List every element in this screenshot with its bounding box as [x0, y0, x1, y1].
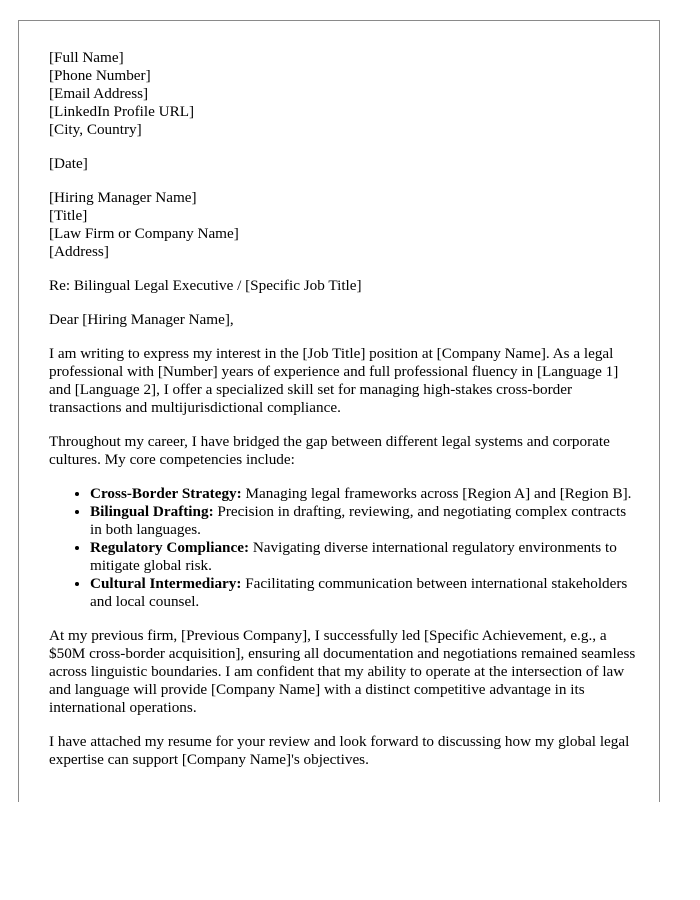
recipient-title: [Title]	[49, 207, 88, 224]
recipient-company: [Law Firm or Company Name]	[49, 225, 239, 242]
sender-block	[49, 49, 639, 139]
sender-linkedin: [LinkedIn Profile URL]	[49, 103, 195, 120]
competency-text: Precision in drafting, reviewing, and negotiating complex contracts in both languages.	[90, 503, 627, 538]
recipient-name: [Hiring Manager Name]	[49, 189, 197, 206]
letter-body	[49, 49, 639, 785]
sender-phone: [Phone Number]	[49, 67, 151, 84]
salutation: Dear [Hiring Manager Name],	[49, 311, 234, 328]
sender-location: [City, Country]	[49, 121, 142, 138]
competency-title: Cultural Intermediary:	[90, 575, 242, 592]
letter-page	[18, 20, 660, 802]
list-item	[90, 485, 639, 503]
subject-line: Re: Bilingual Legal Executive / [Specific Job Title]	[49, 277, 362, 294]
competency-text: Managing legal frameworks across [Region A] and [Region B].	[241, 485, 632, 502]
closing-paragraph: I have attached my resume for your review and look forward to discussing how my global legal expertise can support [Company Name]'s objectives.	[49, 733, 630, 768]
career-paragraph: Throughout my career, I have bridged the gap between different legal systems and corporate cultures. My core competencies include:	[49, 433, 610, 468]
sender-full-name: [Full Name]	[49, 49, 124, 66]
competency-list	[49, 485, 639, 611]
sender-email: [Email Address]	[49, 85, 149, 102]
achievement-paragraph: At my previous firm, [Previous Company], I successfully led [Specific Achievement, e.g., a $50M cross-border acquisition], ensuring all documentation and negotiations remained seamless across linguistic boundaries. I am confident that my ability to operate at the intersection of law and language will provide [Company Name] with a distinct competitive advantage in its international operations.	[49, 627, 636, 716]
competency-text: Navigating diverse international regulatory environments to mitigate global risk.	[90, 539, 617, 574]
intro-paragraph: I am writing to express my interest in the [Job Title] position at [Company Name]. As a legal professional with [Number] years of experience and full professional fluency in [Language 1] and [Language 2], I offer a specialized skill set for managing high-stakes cross-border transactions and multijurisdictional compliance.	[49, 345, 619, 416]
competency-title: Cross-Border Strategy:	[90, 485, 242, 502]
list-item	[90, 575, 639, 611]
competency-text: Facilitating communication between international stakeholders and local counsel.	[90, 575, 628, 610]
list-item	[90, 539, 639, 575]
date-block	[49, 155, 639, 173]
list-item	[90, 503, 639, 539]
recipient-address: [Address]	[49, 243, 109, 260]
letter-date: [Date]	[49, 155, 88, 172]
competency-title: Bilingual Drafting:	[90, 503, 214, 520]
recipient-block	[49, 189, 639, 261]
competency-title: Regulatory Compliance:	[90, 539, 250, 556]
